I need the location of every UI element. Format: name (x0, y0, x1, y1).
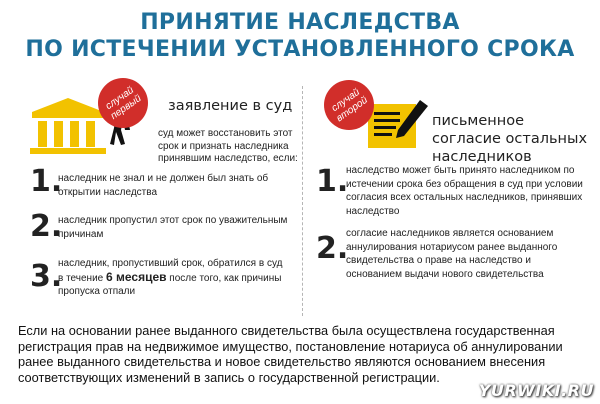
left-heading: заявление в суд (168, 98, 293, 114)
site-watermark: YURWIKI.RU (478, 381, 594, 400)
left-item-3-highlight: 6 месяцев (106, 269, 167, 284)
footer-note: Если на основании ранее выданного свидетельства была осуществлена государственная регистрация прав на недвижимое имущество, постановление нотариуса об аннулировании ранее выданного свидетельства и новое свидетельство являются основанием внесения соответствующих изменений в запись о государственной регистрации. (18, 323, 563, 385)
right-item-2-text: согласие наследников является основанием аннулирования нотариусом ранее выданного свидетельства о праве на наследство и основанием выдачи нового свидетельства (346, 228, 558, 280)
page-title-line-2: ПО ИСТЕЧЕНИИ УСТАНОВЛЕННОГО СРОКА (25, 37, 575, 62)
column-divider (302, 86, 303, 316)
right-item-2-number: 2. (316, 231, 349, 266)
right-item-1-text: наследство может быть принято наследником по истечении срока без обращения в суд при условии согласия всех остальных наследников, принявших наследство (346, 165, 583, 217)
left-item-1-number: 1. (30, 164, 63, 199)
left-item-2-text: наследник пропустил этот срок по уважительным причинам (58, 215, 288, 240)
left-subtext: суд может восстановить этот срок и признать наследника принявшим наследство, если: (158, 128, 298, 164)
case-badge-first-label: случай первый (103, 84, 144, 122)
case-badge-second (324, 80, 374, 130)
case-badge-first (98, 78, 148, 128)
left-item-3-number: 3. (30, 259, 63, 294)
left-item-2-number: 2. (30, 209, 63, 244)
left-item-3-text-after: после того, как причины пропуска отпали (58, 272, 282, 297)
page-title-line-1: ПРИНЯТИЕ НАСЛЕДСТВА (140, 10, 460, 35)
left-item-3-text (58, 257, 290, 299)
right-item-1-number: 1. (316, 164, 349, 199)
left-item-3-text-before: наследник, пропустивший срок, обратился в суд в течение (58, 258, 283, 284)
right-heading: письменное согласие остальных наследников (432, 113, 588, 165)
left-item-1-text: наследник не знал и не должен был знать об открытии наследства (58, 173, 269, 198)
case-badge-second-label: случай второй (329, 86, 370, 125)
